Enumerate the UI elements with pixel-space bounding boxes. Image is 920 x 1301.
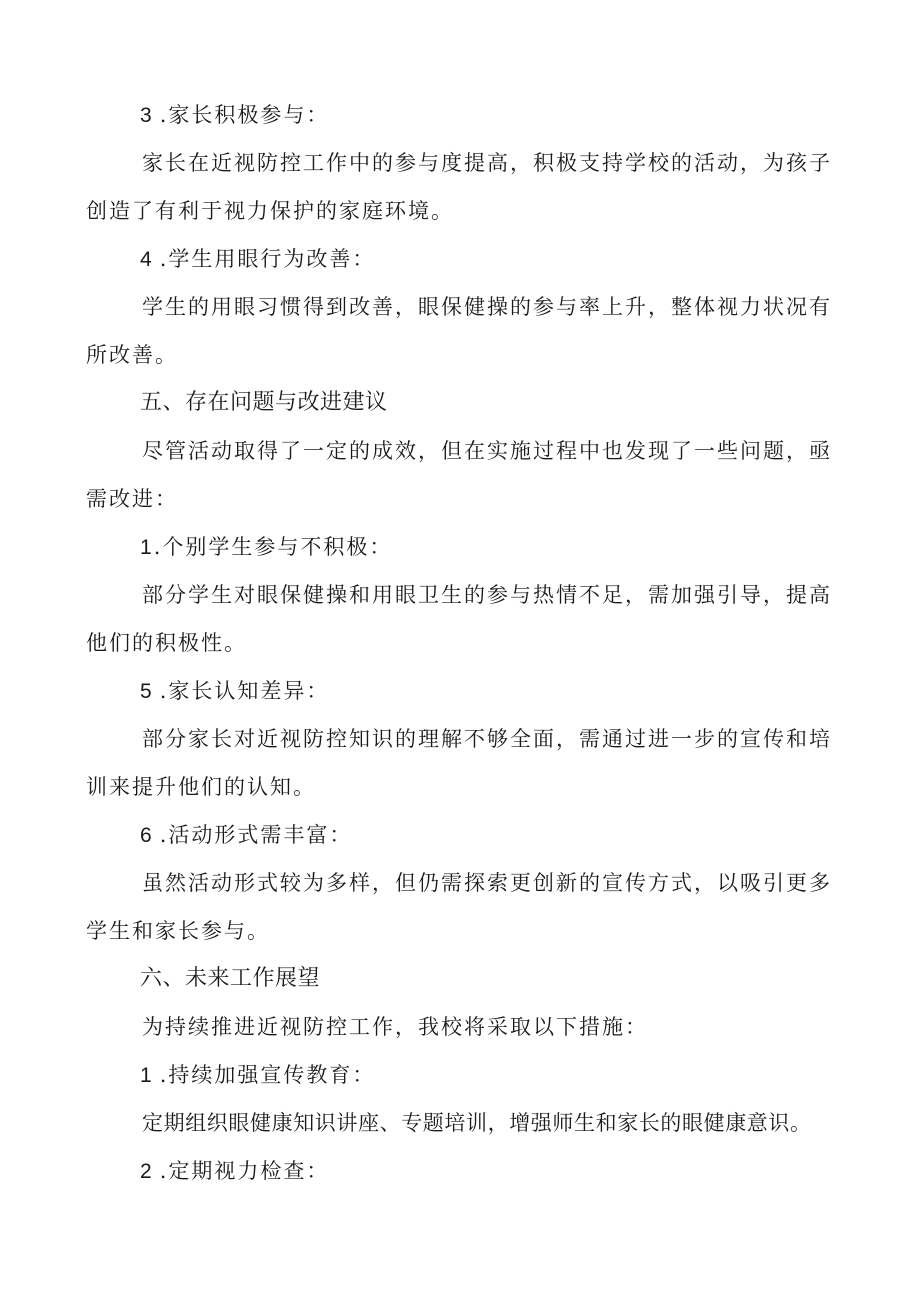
paragraph-line: 家长在近视防控工作中的参与度提高，积极支持学校的活动，为孩子: [142, 151, 832, 175]
list-item-heading: [140, 821, 352, 850]
list-item-heading: [140, 1061, 375, 1090]
paragraph-line: 尽管活动取得了一定的成效，但在实施过程中也发现了一些问题，亟: [142, 439, 832, 463]
list-item-title: .活动形式需丰富：: [159, 823, 353, 847]
paragraph-line: 学生的用眼习惯得到改善，眼保健操的参与率上升，整体视力状况有: [142, 295, 832, 319]
list-item-title: .家长认知差异：: [159, 679, 330, 703]
paragraph-line: 学生和家长参与。: [86, 919, 270, 943]
list-number: 2: [140, 1160, 154, 1183]
paragraph-line: 虽然活动形式较为多样，但仍需探索更创新的宣传方式，以吸引更多: [142, 871, 832, 895]
list-item-heading: [140, 677, 329, 706]
list-item-title: .持续加强宣传教育：: [159, 1063, 376, 1087]
paragraph-line: 为持续推进近视防控工作，我校将采取以下措施：: [142, 1015, 648, 1039]
list-number: 1: [140, 1064, 154, 1087]
paragraph-line: 部分学生对眼保健操和用眼卫生的参与热情不足，需加强引导，提高: [142, 583, 832, 607]
list-item-title: .个别学生参与不积极：: [153, 535, 393, 559]
list-item-title: .学生用眼行为改善：: [159, 247, 376, 271]
list-item-title: .家长积极参与：: [159, 103, 330, 127]
paragraph-line: 定期组织眼健康知识讲座、专题培训，增强师生和家长的眼健康意识。: [142, 1111, 812, 1135]
paragraph-line: 他们的积极性。: [86, 631, 247, 655]
list-number: 3: [140, 104, 154, 127]
list-number: 1: [140, 536, 154, 559]
list-number: 4: [140, 248, 154, 271]
paragraph-line: 所改善。: [86, 343, 178, 367]
paragraph-line: 创造了有利于视力保护的家庭环境。: [86, 199, 454, 223]
list-number: 6: [140, 824, 154, 847]
list-item-heading: [140, 533, 392, 562]
list-item-title: .定期视力检查：: [159, 1159, 330, 1183]
paragraph-line: 需改进：: [86, 487, 178, 511]
section-heading: 五、存在问题与改进建议: [140, 390, 388, 415]
list-number: 5: [140, 680, 154, 703]
list-item-heading: [140, 101, 329, 130]
list-item-heading: [140, 1157, 329, 1186]
list-item-heading: [140, 245, 375, 274]
paragraph-line: 部分家长对近视防控知识的理解不够全面，需通过进一步的宣传和培: [142, 727, 832, 751]
section-heading: 六、未来工作展望: [140, 966, 321, 991]
paragraph-line: 训来提升他们的认知。: [86, 775, 316, 799]
